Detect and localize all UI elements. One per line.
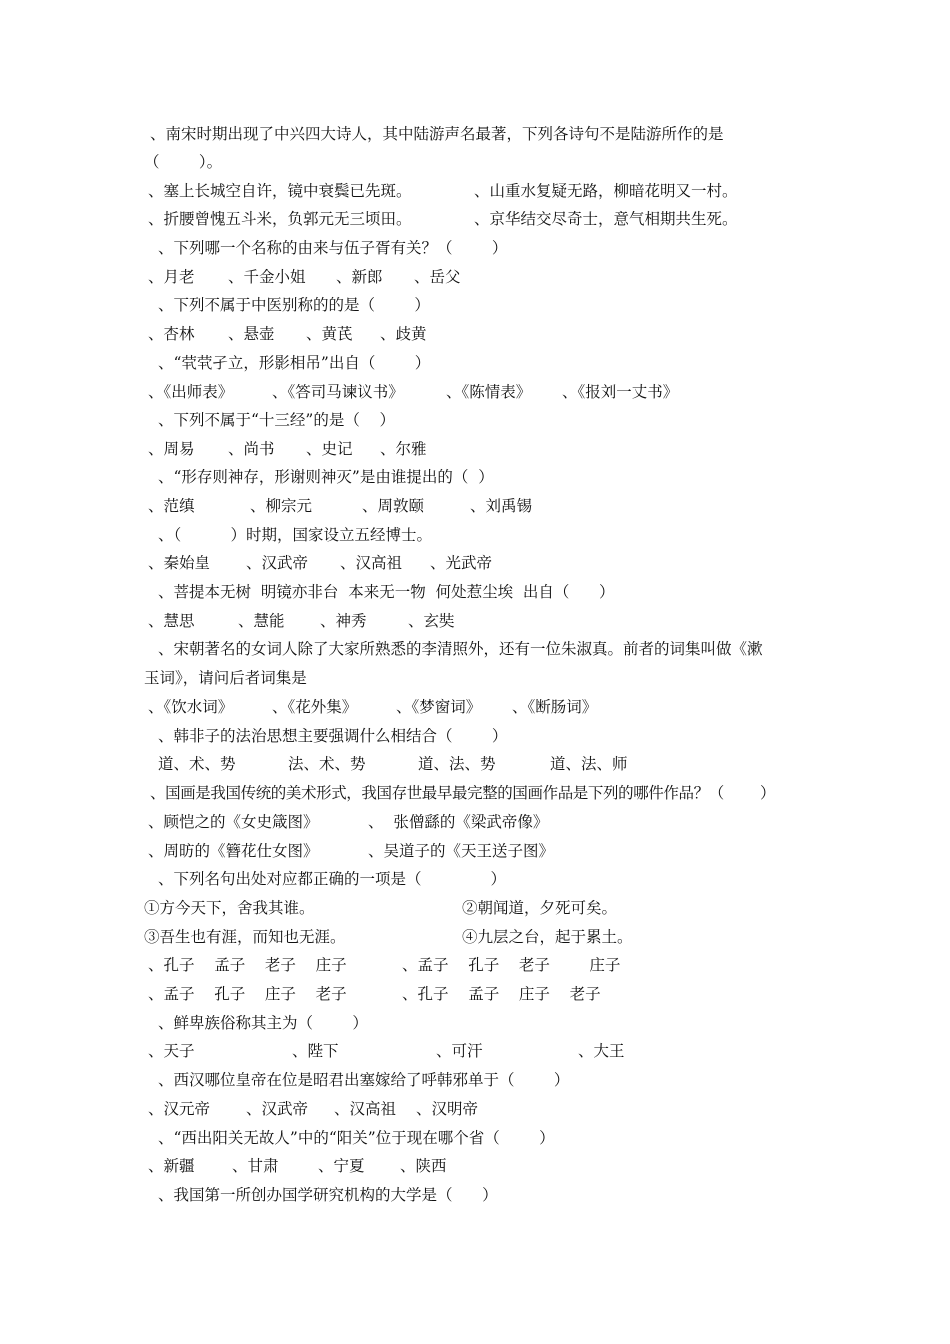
question-4-option-a: 、《出师表》 (148, 383, 234, 401)
question-5-option-c: 、史记 (306, 440, 353, 458)
question-5-stem: 、下列不属于“十三经”的是（ ） (158, 411, 396, 429)
question-12-quote-4: ④九层之台，起于累土。 (462, 928, 633, 946)
question-7-option-d: 、光武帝 (430, 554, 493, 572)
question-15-option-a: 、新疆 (148, 1157, 195, 1175)
question-7-option-c: 、汉高祖 (340, 554, 403, 572)
question-8-option-b: 、慧能 (238, 612, 285, 630)
question-14-option-b: 、汉武帝 (246, 1100, 309, 1118)
question-8-stem: 、菩提本无树 明镜亦非台 本来无一物 何处惹尘埃 出自（ ） (158, 583, 615, 601)
question-1-option-b: 、山重水复疑无路，柳暗花明又一村。 (474, 182, 738, 200)
question-4-option-c: 、《陈情表》 (446, 383, 532, 401)
question-15-stem: 、“西出阳关无故人”中的“阳关”位于现在哪个省（ ） (158, 1129, 555, 1147)
question-13-option-b: 、陛下 (292, 1042, 339, 1060)
question-1-option-a: 、塞上长城空自许，镜中衰鬓已先斑。 (148, 182, 412, 200)
question-5-option-b: 、尚书 (228, 440, 275, 458)
question-4-stem: 、“茕茕孑立，形影相吊”出自（ ） (158, 354, 431, 372)
question-14-option-c: 、汉高祖 (334, 1100, 397, 1118)
question-7-stem: 、（ ）时期，国家设立五经博士。 (158, 526, 433, 544)
question-14-stem: 、西汉哪位皇帝在位是昭君出塞嫁给了呼韩邪单于（ ） (158, 1071, 570, 1089)
question-6-option-a: 、范缜 (148, 497, 195, 515)
question-1-stem-cont: （ ）。 (144, 153, 223, 171)
question-12-option-a: 、孔子 孟子 老子 庄子 (148, 956, 347, 974)
question-5-option-a: 、周易 (148, 440, 195, 458)
question-9-stem-cont: 玉词》，请问后者词集是 (144, 669, 307, 687)
question-7-option-b: 、汉武帝 (246, 554, 309, 572)
question-8-option-c: 、神秀 (320, 612, 367, 630)
question-6-option-b: 、柳宗元 (250, 497, 313, 515)
question-12-option-b: 、孟子 孔子 老子 庄子 (402, 956, 621, 974)
question-9-option-b: 、《花外集》 (272, 698, 358, 716)
question-4-option-d: 、《报刘一丈书》 (562, 383, 679, 401)
question-16-stem: 、我国第一所创办国学研究机构的大学是（ ） (158, 1186, 498, 1204)
question-1-stem: 、南宋时期出现了中兴四大诗人，其中陆游声名最著，下列各诗句不是陆游所作的是 (150, 125, 724, 143)
question-3-option-a: 、杏林 (148, 325, 195, 343)
question-10-option-c: 道、法、势 (418, 755, 496, 773)
question-8-option-d: 、玄奘 (408, 612, 455, 630)
question-6-option-d: 、刘禹锡 (470, 497, 533, 515)
question-10-stem: 、韩非子的法治思想主要强调什么相结合（ ） (158, 727, 508, 745)
question-7-option-a: 、秦始皇 (148, 554, 211, 572)
question-2-option-d: 、岳父 (414, 268, 461, 286)
question-15-option-b: 、甘肃 (232, 1157, 279, 1175)
question-3-option-b: 、悬壶 (228, 325, 275, 343)
question-1-option-c: 、折腰曾愧五斗米，负郭元无三顷田。 (148, 210, 412, 228)
question-11-stem: 、国画是我国传统的美术形式，我国存世最早最完整的国画作品是下列的哪件作品？（ ） (150, 784, 776, 802)
question-9-option-c: 、《梦窗词》 (396, 698, 482, 716)
question-10-option-a: 道、术、势 (158, 755, 236, 773)
question-13-stem: 、鲜卑族俗称其主为（ ） (158, 1014, 368, 1032)
question-14-option-d: 、汉明帝 (416, 1100, 479, 1118)
question-2-stem: 、下列哪一个名称的由来与伍子胥有关？（ ） (158, 239, 508, 257)
question-2-option-c: 、新郎 (336, 268, 383, 286)
question-12-option-c: 、孟子 孔子 庄子 老子 (148, 985, 347, 1003)
question-15-option-c: 、宁夏 (318, 1157, 365, 1175)
question-12-quote-2: ②朝闻道，夕死可矣。 (462, 899, 618, 917)
question-6-option-c: 、周敦颐 (362, 497, 425, 515)
question-9-option-a: 、《饮水词》 (148, 698, 234, 716)
question-8-option-a: 、慧思 (148, 612, 195, 630)
question-11-option-b: 、 张僧繇的《梁武帝像》 (368, 813, 549, 831)
question-2-option-a: 、月老 (148, 268, 195, 286)
question-2-option-b: 、千金小姐 (228, 268, 306, 286)
question-13-option-a: 、天子 (148, 1042, 195, 1060)
question-15-option-d: 、陕西 (400, 1157, 447, 1175)
question-12-quote-1: ①方今天下，舍我其谁。 (144, 899, 315, 917)
question-3-stem: 、下列不属于中医别称的的是（ ） (158, 296, 430, 314)
question-11-option-c: 、周昉的《簪花仕女图》 (148, 842, 319, 860)
question-3-option-c: 、黄芪 (306, 325, 353, 343)
question-14-option-a: 、汉元帝 (148, 1100, 211, 1118)
question-9-stem: 、宋朝著名的女词人除了大家所熟悉的李清照外，还有一位朱淑真。前者的词集叫做《漱 (158, 640, 763, 658)
question-11-option-d: 、吴道子的《天王送子图》 (368, 842, 555, 860)
question-12-stem: 、下列名句出处对应都正确的一项是（ ） (158, 870, 506, 888)
question-11-option-a: 、顾恺之的《女史箴图》 (148, 813, 319, 831)
question-4-option-b: 、《答司马谏议书》 (272, 383, 404, 401)
question-13-option-c: 、可汗 (436, 1042, 483, 1060)
question-3-option-d: 、歧黄 (380, 325, 427, 343)
question-12-quote-3: ③吾生也有涯，而知也无涯。 (144, 928, 346, 946)
question-12-option-d: 、孔子 孟子 庄子 老子 (402, 985, 601, 1003)
question-5-option-d: 、尔雅 (380, 440, 427, 458)
question-9-option-d: 、《断肠词》 (512, 698, 598, 716)
question-13-option-d: 、大王 (578, 1042, 625, 1060)
question-10-option-d: 道、法、师 (550, 755, 628, 773)
question-6-stem: 、“形存则神存，形谢则神灭”是由谁提出的（ ） (158, 468, 494, 486)
question-1-option-d: 、京华结交尽奇士，意气相期共生死。 (474, 210, 738, 228)
question-10-option-b: 法、术、势 (288, 755, 366, 773)
